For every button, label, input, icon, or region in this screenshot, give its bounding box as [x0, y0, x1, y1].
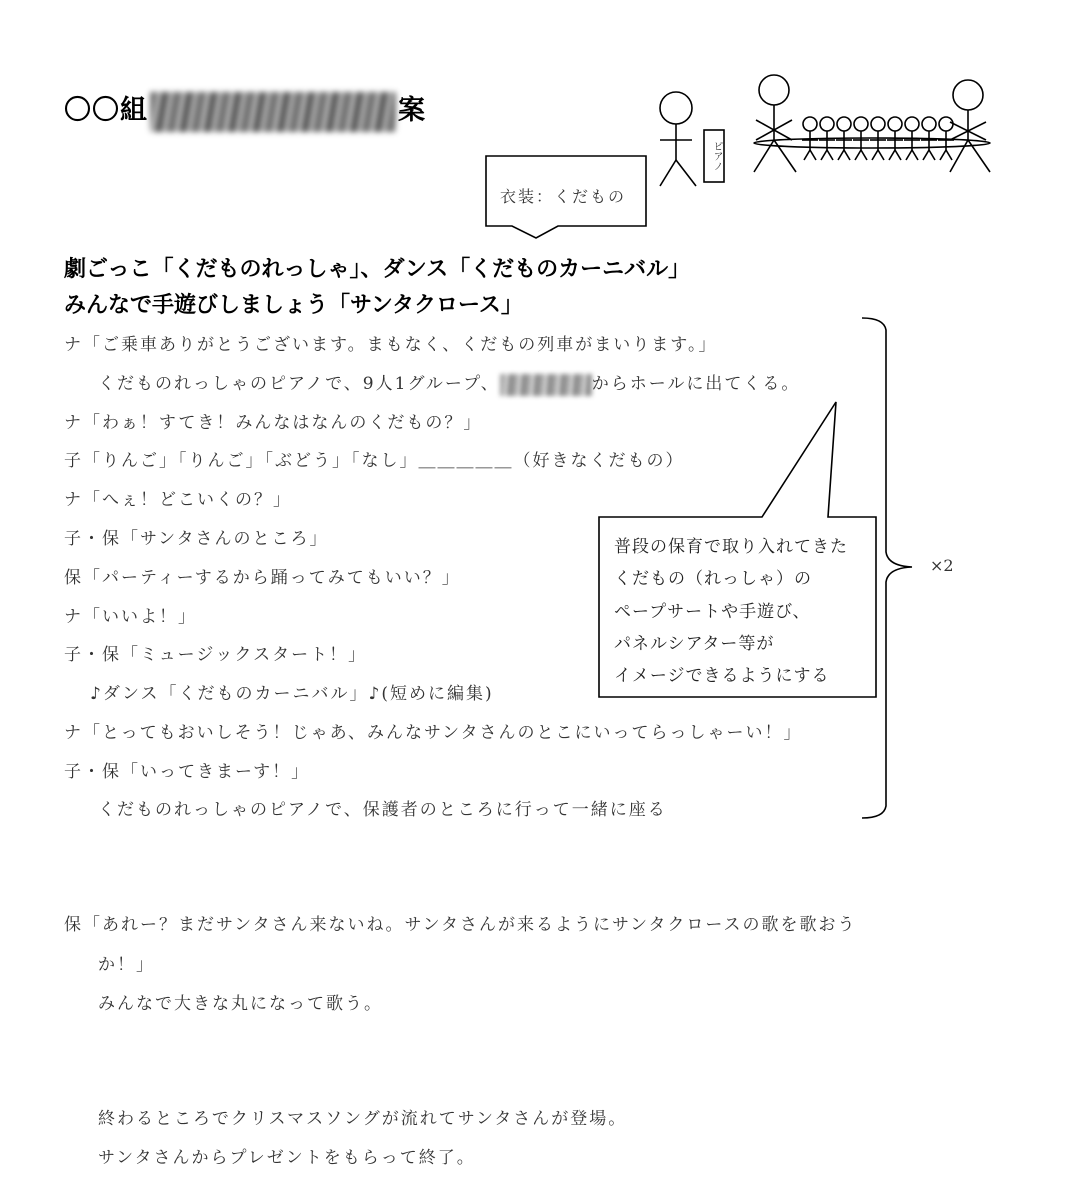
callout-line: 普段の保育で取り入れてきた	[614, 537, 848, 557]
script-line	[98, 369, 800, 396]
script-line: ナ「へぇ！どこいくの？」	[64, 490, 292, 510]
song-line: 保「あれー？まだサンタさん来ないね。サンタさんが来るようにサンタクロースの歌を歌おう	[64, 915, 857, 935]
repeat-marker: ×2	[930, 556, 954, 575]
song-line: みんなで大きな丸になって歌う。	[98, 994, 383, 1014]
script-line: ナ「とってもおいしそう！じゃあ、みんなサンタさんのとこにいってらっしゃーい！」	[64, 723, 803, 743]
script-line: 子「りんご」「りんご」「ぶどう」「なし」＿＿＿＿＿（好きなくだもの）	[64, 451, 685, 471]
script-line: 子・保「いってきまーす！」	[64, 762, 311, 782]
callout-line: パネルシアター等が	[614, 634, 775, 654]
ending-line: 終わるところでクリスマスソングが流れてサンタさんが登場。	[98, 1109, 628, 1129]
costume-note: 衣装：くだもの	[500, 187, 627, 206]
script-line: くだものれっしゃのピアノで、保護者のところに行って一緒に座る	[98, 800, 667, 820]
ending-line: サンタさんからプレゼントをもらって終了。	[98, 1148, 476, 1168]
heading-2: みんなで手遊びしましょう「サンタクロース」	[64, 293, 523, 318]
pianist-figure	[660, 92, 696, 186]
script-line-part: くだものれっしゃのピアノで、9人1グループ、	[98, 374, 500, 394]
piano-label: ピアノ	[711, 141, 722, 171]
script-line: ナ「わぁ！すてき！みんなはなんのくだもの？」	[64, 413, 483, 433]
script-line: 子・保「ミュージックスタート！」	[64, 645, 368, 665]
callout-line: イメージできるようにする	[614, 666, 830, 686]
script-line-part: からホールに出てくる。	[591, 374, 801, 394]
callout-line: ペープサートや手遊び、	[614, 602, 811, 622]
callout-line: くだもの（れっしゃ）の	[614, 569, 812, 589]
script-line: ナ「いいよ！」	[64, 607, 197, 627]
script-line: 子・保「サンタさんのところ」	[64, 529, 329, 549]
heading-1: 劇ごっこ「くだものれっしゃ」、ダンス「くだものカーニバル」	[64, 257, 691, 282]
song-line: か！」	[98, 955, 155, 975]
script-line: ナ「ご乗車ありがとうございます。まもなく、くだもの列車がまいります。」	[64, 335, 718, 355]
redacted-inline	[500, 374, 592, 396]
teacher-figure-left	[754, 75, 796, 172]
script-line: ♪ダンス「くだものカーニバル」♪(短めに編集)	[90, 684, 494, 704]
title-prefix: 〇〇組	[64, 95, 148, 126]
script-line: 保「パーティーするから踊ってみてもいい？」	[64, 568, 461, 588]
teacher-figure-right	[950, 80, 990, 172]
title-suffix: 案	[398, 95, 426, 126]
